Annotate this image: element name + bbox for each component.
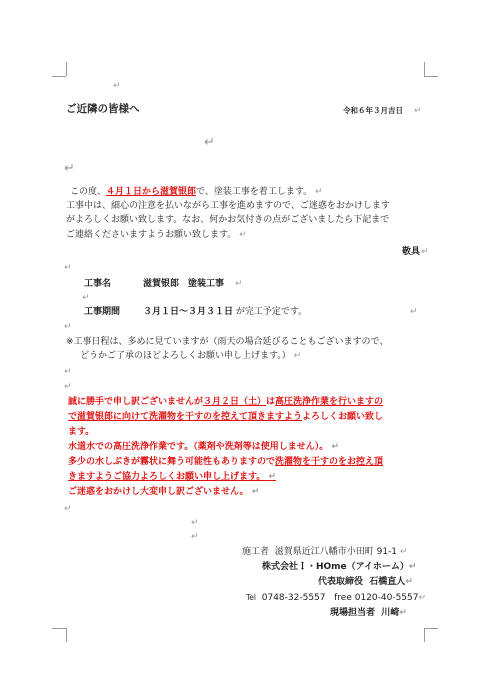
crop-mark-bottom-right-v — [424, 628, 425, 642]
return-mark-icon: ↵ — [268, 472, 276, 482]
crop-mark-top-right-v — [424, 62, 425, 76]
return-mark-icon: ↵ — [64, 382, 72, 392]
representative-line — [318, 576, 413, 588]
crop-mark-bottom-left-v — [66, 628, 67, 642]
warning-line-6 — [68, 471, 276, 483]
intro-line-4-text: ご連絡くださいますようお願い致します。 — [66, 230, 237, 240]
work-period-label: 工事期間 — [84, 307, 121, 317]
site-name: 川崎 — [381, 608, 400, 618]
return-mark-icon: ↵ — [204, 135, 215, 150]
warning-5a: 多少の水しぶきが霧状に舞う可能性もありますので — [68, 457, 276, 467]
crop-mark-bottom-left — [52, 628, 66, 629]
rep-title: 代表取締役 — [318, 577, 364, 587]
rep-name: 石橋直人 — [369, 577, 406, 587]
intro-line-3: がよろしくお願い致します。なお、何かお気付きの点がございましたら下記まで — [66, 215, 390, 225]
warning-line-2 — [68, 411, 383, 423]
schedule-note-1: ※工事日程は、多めに見ていますが（雨天の場合延びることもございますので、 — [66, 337, 389, 347]
warning-2b: 洗濯物を干すのを控えて頂きますよう — [149, 412, 303, 422]
free-number: 0120-40-5557 — [354, 593, 419, 603]
builder-line — [242, 546, 407, 558]
warning-5b: 洗濯物を干すのをお控え頂 — [275, 457, 384, 467]
warning-7-text: ご迷惑をおかけし大変申し訳ございません。 — [68, 487, 249, 497]
work-period — [143, 306, 307, 318]
return-mark-icon: ↵ — [410, 307, 418, 317]
return-mark-icon: ↵ — [399, 547, 408, 557]
warning-1a: 誠に勝手で申し訳ございませんが — [68, 397, 204, 407]
return-mark-icon: ↵ — [64, 263, 72, 273]
crop-mark-top-right — [424, 76, 438, 77]
warning-2a: で滋賀银郎に向けて — [68, 412, 150, 422]
closing-keigu: 敬具 — [402, 247, 421, 257]
return-mark-icon: ↵ — [64, 367, 72, 377]
return-mark-icon: ↵ — [405, 577, 413, 587]
intro-line-2: 工事中は、細心の注意を払いながら工事を進めますので、ご迷惑をおかけします — [66, 201, 390, 211]
company-name: 株式会社Ｉ・HOme（アイホーム） — [262, 562, 409, 572]
return-mark-icon: ↵ — [418, 593, 427, 603]
warning-line-1 — [68, 396, 383, 408]
return-mark-icon: ↵ — [293, 351, 302, 361]
return-mark-icon: ↵ — [64, 504, 72, 514]
tel-number: 0748-32-5557 — [261, 593, 326, 603]
warning-2c: よろしくお願い致し — [302, 412, 384, 422]
warning-1c: は — [266, 397, 276, 407]
intro-line-4 — [66, 229, 247, 241]
work-period-suffix: が完工予定です。 — [235, 307, 308, 317]
return-mark-icon: ↵ — [399, 608, 407, 618]
warning-4-text: 水道水での高圧洗浄作業です。（薬剤や洗剤等は使用しません）。 — [68, 442, 329, 452]
document-date: 令和６年３月吉日 — [343, 106, 403, 115]
warning-line-3: ます。 — [68, 427, 95, 437]
crop-mark-top-left — [52, 76, 66, 77]
warning-6-text: きますようご協力よろしくお願い申し上げます。 — [68, 472, 266, 482]
return-mark-icon: ↵ — [421, 247, 429, 257]
return-mark-icon: ↵ — [64, 161, 75, 176]
intro-suffix: で、塗装工事を着工します。 — [196, 187, 313, 197]
builder-address: 滋賀県近江八幡市小田町 91-1 — [274, 547, 398, 557]
schedule-note-2 — [80, 350, 301, 362]
return-mark-icon: ↵ — [82, 293, 90, 303]
intro-start-date: ４月１日から滋賀银郎 — [106, 187, 197, 197]
return-mark-icon: ↵ — [331, 442, 339, 452]
salutation: ご近隣の皆様へ — [66, 103, 140, 115]
return-mark-icon: ↵ — [191, 532, 199, 542]
work-name-value: 滋賀银郎 塗装工事 — [143, 279, 225, 289]
company-line — [262, 561, 416, 573]
site-manager-line — [330, 607, 407, 619]
work-name-label: 工事名 — [84, 279, 112, 289]
return-mark-icon: ↵ — [315, 187, 323, 197]
crop-mark-top-left-v — [66, 62, 67, 76]
warning-line-4 — [68, 441, 339, 453]
crop-mark-bottom-right — [424, 628, 438, 629]
work-period-value: ３月１日〜３月３１日 — [143, 307, 234, 317]
return-mark-icon: ↵ — [235, 279, 243, 289]
return-mark-icon: ↵ — [64, 322, 72, 332]
intro-line-1 — [70, 186, 323, 198]
warning-wash-date: ３月２日（土） — [203, 397, 267, 407]
builder-label: 施工者 — [242, 547, 270, 557]
site-label: 現場担当者 — [330, 608, 376, 618]
tel-label: Tel — [246, 593, 257, 602]
return-mark-icon: ↵ — [239, 230, 247, 240]
return-mark-icon: ↵ — [191, 518, 199, 528]
return-mark-icon: ↵ — [414, 106, 422, 116]
schedule-note-2-text: どうかご了承のほどよろしくお願い申し上げます。） — [80, 351, 291, 361]
intro-prefix: この度、 — [70, 187, 107, 197]
return-mark-icon: ↵ — [251, 487, 260, 497]
warning-1d: 高圧洗浄作業を行いますの — [275, 397, 384, 407]
warning-line-7 — [68, 486, 259, 498]
warning-line-5 — [68, 456, 383, 468]
return-mark-icon: ↵ — [113, 81, 121, 91]
free-label: free — [334, 593, 352, 603]
phone-line — [246, 592, 426, 604]
return-mark-icon: ↵ — [408, 562, 417, 572]
